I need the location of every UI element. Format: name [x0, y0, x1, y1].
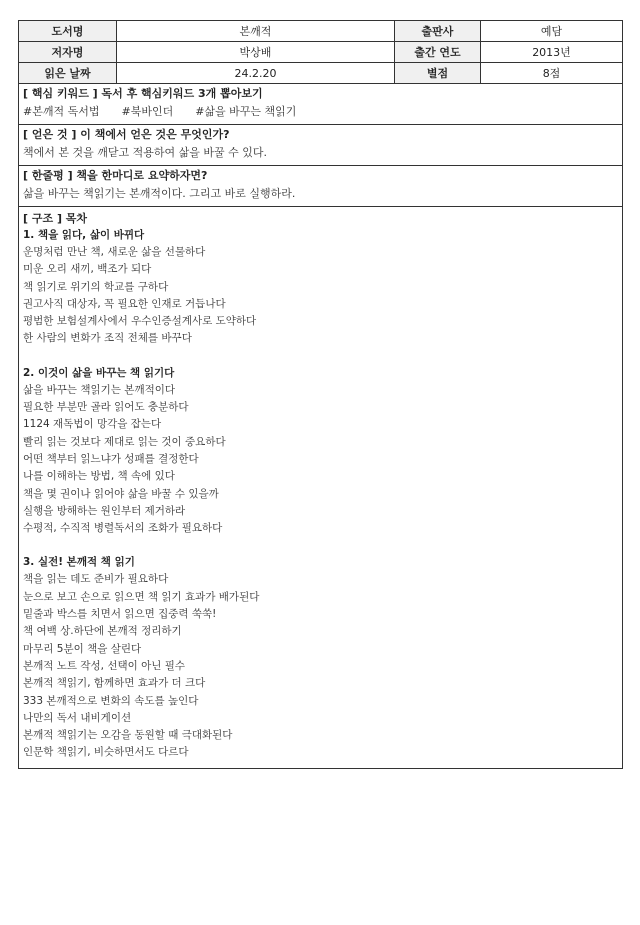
- chapter-item: 책 읽기로 위기의 학교를 구하다: [23, 280, 169, 293]
- title-label: 도서명: [19, 21, 117, 42]
- keywords-tags: [23, 103, 618, 121]
- year-value: 2013년: [481, 42, 623, 63]
- publisher-label: 출판사: [395, 21, 481, 42]
- keywords-title: [ 핵심 키워드 ] 독서 후 핵심키워드 3개 뽑아보기: [23, 87, 263, 100]
- gained-title: [ 얻은 것 ] 이 책에서 얻은 것은 무엇인가?: [23, 128, 230, 141]
- chapter-item: 마무리 5분이 책을 살린다: [23, 642, 142, 655]
- chapter-item: 본깨적 책읽기는 오감을 동원할 때 극대화된다: [23, 729, 233, 742]
- gained-body: 책에서 본 것을 깨닫고 적용하여 삶을 바꿀 수 있다.: [23, 146, 267, 159]
- keywords-section: [19, 84, 623, 125]
- toc-chapter: [23, 554, 618, 761]
- read-date-label: 읽은 날짜: [19, 63, 117, 84]
- chapter-title: 1. 책을 읽다, 삶이 바뀌다: [23, 229, 145, 241]
- toc-section: [19, 207, 623, 769]
- chapter-item: 필요한 부분만 골라 읽어도 충분하다: [23, 401, 189, 414]
- summary-body: 삶을 바꾸는 책읽기는 본깨적이다. 그리고 바로 실행하라.: [23, 187, 296, 200]
- chapter-item: 삶을 바꾸는 책읽기는 본깨적이다: [23, 383, 176, 396]
- gained-section: [19, 125, 623, 166]
- chapter-item: 본깨적 책읽기, 함께하면 효과가 더 크다: [23, 677, 206, 690]
- publisher-value: 예담: [481, 21, 623, 42]
- chapter-item: 책 여백 상.하단에 본깨적 정리하기: [23, 625, 182, 638]
- chapter-item: 평범한 보험설계사에서 우수인증설계사로 도약하다: [23, 315, 257, 328]
- chapter-item: 권고사직 대상자, 꼭 필요한 인재로 거듭나다: [23, 297, 226, 310]
- chapter-item: 눈으로 보고 손으로 읽으면 책 읽기 효과가 배가된다: [23, 590, 260, 603]
- chapter-item: 1124 재독법이 망각을 잡는다: [23, 418, 162, 431]
- toc-title: [ 구조 ] 목차: [23, 212, 88, 225]
- toc-chapter: [23, 365, 618, 538]
- keyword-tag: #본깨적 독서법: [23, 105, 100, 118]
- chapter-item: 나를 이해하는 방법, 책 속에 있다: [23, 470, 175, 483]
- chapter-item: 본깨적 노트 작성, 선택이 아닌 필수: [23, 659, 186, 672]
- year-label: 출간 연도: [395, 42, 481, 63]
- reading-log-table: [18, 20, 623, 769]
- toc-row: [19, 207, 623, 769]
- chapter-title: 2. 이것이 삶을 바꾸는 책 읽기다: [23, 366, 175, 379]
- chapter-item: 인문학 책읽기, 비슷하면서도 다르다: [23, 746, 189, 759]
- read-date-value: 24.2.20: [117, 63, 395, 84]
- toc-chapters: [23, 227, 618, 762]
- author-label: 저자명: [19, 42, 117, 63]
- chapter-item: 빨리 읽는 것보다 제대로 읽는 것이 중요하다: [23, 435, 226, 448]
- author-value: 박상배: [117, 42, 395, 63]
- keyword-tag: #북바인더: [121, 105, 174, 118]
- title-value: 본깨적: [117, 21, 395, 42]
- chapter-item: 수평적, 수직적 병렬독서의 조화가 필요하다: [23, 522, 223, 535]
- info-row-author: [19, 42, 623, 63]
- chapter-item: 한 사람의 변화가 조직 전체를 바꾸다: [23, 332, 192, 345]
- chapter-item: 밑줄과 박스를 치면서 읽으면 집중력 쑥쑥!: [23, 608, 217, 621]
- chapter-item: 어떤 책부터 읽느냐가 성패를 결정한다: [23, 452, 199, 465]
- chapter-item: 실행을 방해하는 원인부터 제거하라: [23, 504, 186, 517]
- chapter-item: 미운 오리 새끼, 백조가 되다: [23, 263, 152, 276]
- chapter-item: 책을 몇 권이나 읽어야 삶을 바꿀 수 있을까: [23, 487, 219, 500]
- toc-chapter: [23, 227, 618, 348]
- chapter-title: 3. 실전! 본깨적 책 읽기: [23, 556, 135, 569]
- keywords-row: [19, 84, 623, 125]
- summary-row: [19, 166, 623, 207]
- summary-title: [ 한줄평 ] 책을 한마디로 요약하자면?: [23, 169, 208, 182]
- chapter-item: 나만의 독서 내비게이션: [23, 711, 132, 724]
- chapter-item: 책을 읽는 데도 준비가 필요하다: [23, 573, 169, 586]
- keyword-tag: #삶을 바꾸는 책읽기: [195, 105, 297, 118]
- info-row-date: [19, 63, 623, 84]
- rating-label: 별점: [395, 63, 481, 84]
- summary-section: [19, 166, 623, 207]
- info-row-title: [19, 21, 623, 42]
- gained-row: [19, 125, 623, 166]
- chapter-item: 운명처럼 만난 책, 새로운 삶을 선물하다: [23, 246, 206, 258]
- rating-value: 8점: [481, 63, 623, 84]
- chapter-item: 333 본깨적으로 변화의 속도를 높인다: [23, 694, 199, 707]
